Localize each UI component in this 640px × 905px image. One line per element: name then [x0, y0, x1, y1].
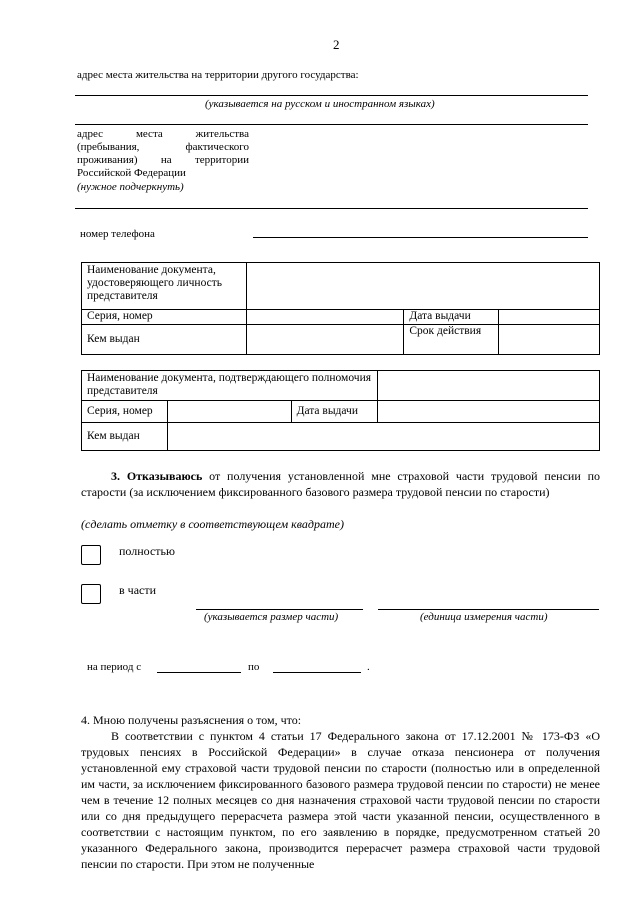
- foreign-address-hint: (указывается на русском и иностранном языках): [205, 98, 435, 110]
- period-from-label: на период с: [87, 661, 142, 673]
- authority-doc-name-field[interactable]: [377, 371, 600, 401]
- authority-series-field[interactable]: [167, 401, 291, 423]
- period-end: .: [367, 661, 370, 673]
- identity-series-field[interactable]: [246, 310, 404, 325]
- section3-number: 3.: [111, 469, 120, 483]
- option-full-label: полностью: [119, 544, 175, 558]
- identity-validity-label: Срок действия: [404, 325, 499, 355]
- ru-address-line[interactable]: [75, 208, 588, 209]
- ru-address-label-1: адрес места жительства: [77, 128, 249, 140]
- page-number: 2: [333, 37, 340, 52]
- identity-document-table: [81, 262, 600, 355]
- phone-label: номер телефона: [80, 228, 155, 240]
- part-size-hint: (указывается размер части): [204, 611, 339, 623]
- ru-address-label-4: Российской Федерации: [77, 167, 186, 179]
- foreign-address-line[interactable]: [75, 95, 588, 96]
- checkbox-full[interactable]: [81, 545, 101, 565]
- identity-series-label: Серия, номер: [82, 310, 247, 325]
- authority-series-label: Серия, номер: [82, 401, 168, 423]
- section3-bold: Отказываюсь: [126, 469, 203, 483]
- identity-issue-date-field[interactable]: [499, 310, 600, 325]
- authority-issue-date-field[interactable]: [377, 401, 600, 423]
- part-unit-hint: (единица измерения части): [420, 611, 548, 623]
- section4-heading: 4. Мною получены разъяснения о том, что:: [81, 713, 302, 727]
- identity-issued-by-field[interactable]: [246, 325, 404, 355]
- identity-issue-date-label: Дата выдачи: [404, 310, 499, 325]
- checkbox-part[interactable]: [81, 584, 101, 604]
- identity-issued-by-label: Кем выдан: [82, 325, 247, 355]
- identity-doc-name-field[interactable]: [246, 263, 599, 310]
- period-to-line[interactable]: [273, 672, 361, 673]
- authority-issued-by-label: Кем выдан: [82, 423, 168, 451]
- section4-body: В соответствии с пунктом 4 статьи 17 Федерального закона от 17.12.2001 № 173-ФЗ «О трудовых пенсиях в Российской Федерации» в случае отказа пенсионера от получения установленной ему страховой части трудовой пенсии по старости (полностью или в определенной им части, за исключением фиксированного базового размера трудовой пенсии по старости) не менее чем в течение 12 полных месяцев со дня назначения страховой части трудовой пенсии по старости или со дня предыдущего перерасчета размера этой части указанной пенсии, осуществленного в соответствии с настоящим пунктом, по его заявлению в порядке, предусмотренном статьей 20 указанного Федерального закона, производится перерасчет размера страховой части трудовой пенсии по старости. При этом не полученные: [81, 729, 600, 871]
- phone-line[interactable]: [253, 237, 588, 238]
- authority-issue-date-label: Дата выдачи: [291, 401, 377, 423]
- authority-document-table: [81, 370, 600, 451]
- foreign-address-label: адрес места жительства на территории другого государства:: [77, 69, 359, 81]
- part-size-line[interactable]: [196, 609, 363, 610]
- section3-text: от получения установленной мне страховой части трудовой пенсии по старости (за исключением фиксированного базового размера трудовой пенсии по старости): [81, 469, 600, 499]
- period-from-line[interactable]: [157, 672, 241, 673]
- part-unit-line[interactable]: [378, 609, 599, 610]
- period-to-label: по: [248, 661, 260, 673]
- ru-address-hint: (нужное подчеркнуть): [77, 181, 184, 193]
- section3-paragraph: [81, 469, 600, 500]
- option-part-label: в части: [119, 583, 157, 597]
- identity-validity-field[interactable]: [499, 325, 600, 355]
- ru-address-label-2: (пребывания, фактического: [77, 141, 249, 153]
- identity-doc-name-label: Наименование документа, удостоверяющего личность представителя: [82, 263, 247, 310]
- section3-instruction: (сделать отметку в соответствующем квадрате): [81, 517, 344, 531]
- ru-address-label-3: проживания) на территории: [77, 154, 249, 166]
- authority-issued-by-field[interactable]: [167, 423, 599, 451]
- authority-doc-name-label: Наименование документа, подтверждающего полномочия представителя: [82, 371, 378, 401]
- foreign-address-line-2[interactable]: [75, 124, 588, 125]
